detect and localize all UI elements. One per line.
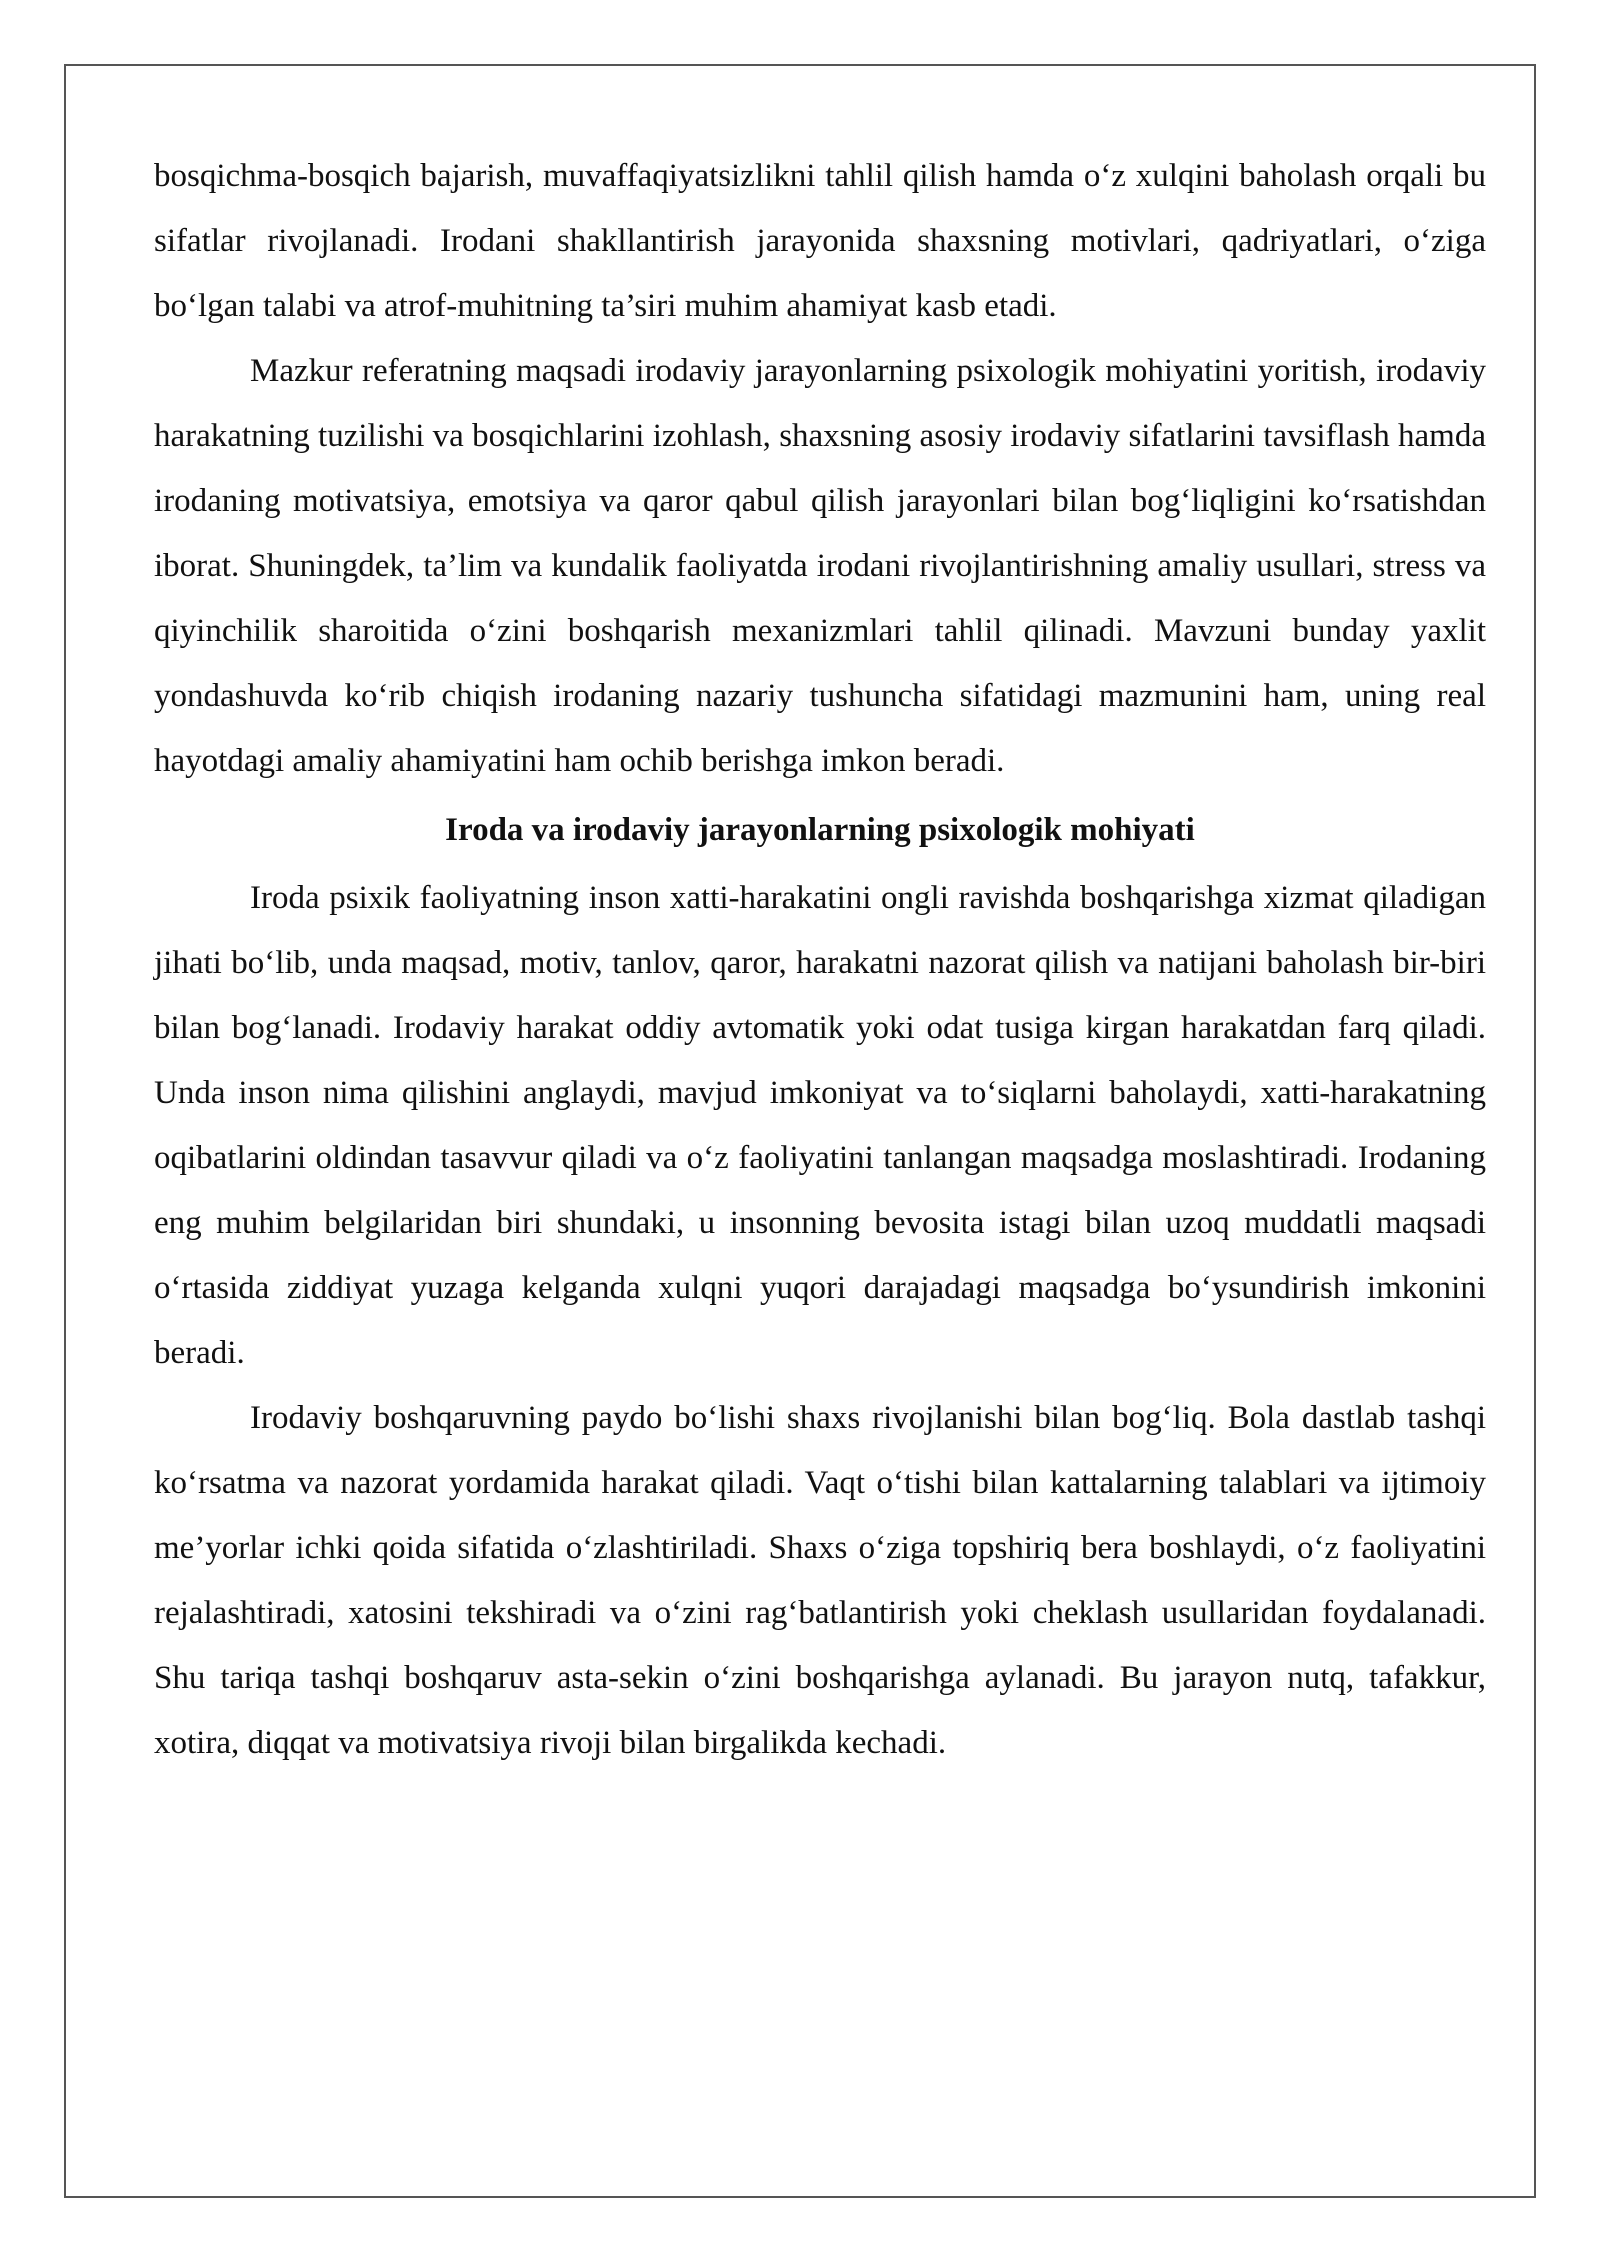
paragraph-intro-continuation: bosqichma-bosqich bajarish, muvaffaqiyatsizlikni tahlil qilish hamda o‘z xulqini baholash orqali bu sifatlar rivojlanadi. Irodani shakllantirish jarayonida shaxsning motivlari, qadriyatlari, o‘ziga bo‘lgan talabi va atrof-muhitning ta’siri muhim ahamiyat kasb etadi. [154, 158, 1486, 324]
paragraph-purpose: Mazkur referatning maqsadi irodaviy jarayonlarning psixologik mohiyatini yoritish, irodaviy harakatning tuzilishi va bosqichlarini izohlash, shaxsning asosiy irodaviy sifatlarini tavsiflash hamda irodaning motivatsiya, emotsiya va qaror qabul qilish jarayonlari bilan bog‘liqligini ko‘rsatishdan iborat. Shuningdek, ta’lim va kundalik faoliyatda irodani rivojlantirishning amaliy usullari, stress va qiyinchilik sharoitida o‘zini boshqarish mexanizmlari tahlil qilinadi. Mavzuni bunday yaxlit yondashuvda ko‘rib chiqish irodaning nazariy tushuncha sifatidagi mazmunini ham, uning real hayotdagi amaliy ahamiyatini ham ochib berishga imkon beradi. [154, 353, 1486, 779]
section-heading: Iroda va irodaviy jarayonlarning psixologik mohiyati [445, 812, 1195, 848]
paragraph-development: Irodaviy boshqaruvning paydo bo‘lishi shaxs rivojlanishi bilan bog‘liq. Bola dastlab tashqi ko‘rsatma va nazorat yordamida harakat qiladi. Vaqt o‘tishi bilan kattalarning talablari va ijtimoiy me’yorlar ichki qoida sifatida o‘zlashtiriladi. Shaxs o‘ziga topshiriq bera boshlaydi, o‘z faoliyatini rejalashtiradi, xatosini tekshiradi va o‘zini rag‘batlantirish yoki cheklash usullaridan foydalanadi. Shu tariqa tashqi boshqaruv asta-sekin o‘zini boshqarishga aylanadi. Bu jarayon nutq, tafakkur, xotira, diqqat va motivatsiya rivoji bilan birgalikda kechadi. [154, 1400, 1486, 1761]
document-body [154, 144, 1486, 1776]
paragraph-definition: Iroda psixik faoliyatning inson xatti-harakatini ongli ravishda boshqarishga xizmat qiladigan jihati bo‘lib, unda maqsad, motiv, tanlov, qaror, harakatni nazorat qilish va natijani baholash bir-biri bilan bog‘lanadi. Irodaviy harakat oddiy avtomatik yoki odat tusiga kirgan harakatdan farq qiladi. Unda inson nima qilishini anglaydi, mavjud imkoniyat va to‘siqlarni baholaydi, xatti-harakatning oqibatlarini oldindan tasavvur qiladi va o‘z faoliyatini tanlangan maqsadga moslashtiradi. Irodaning eng muhim belgilaridan biri shundaki, u insonning bevosita istagi bilan uzoq muddatli maqsadi o‘rtasida ziddiyat yuzaga kelganda xulqni yuqori darajadagi maqsadga bo‘ysundirish imkonini beradi. [154, 880, 1486, 1371]
